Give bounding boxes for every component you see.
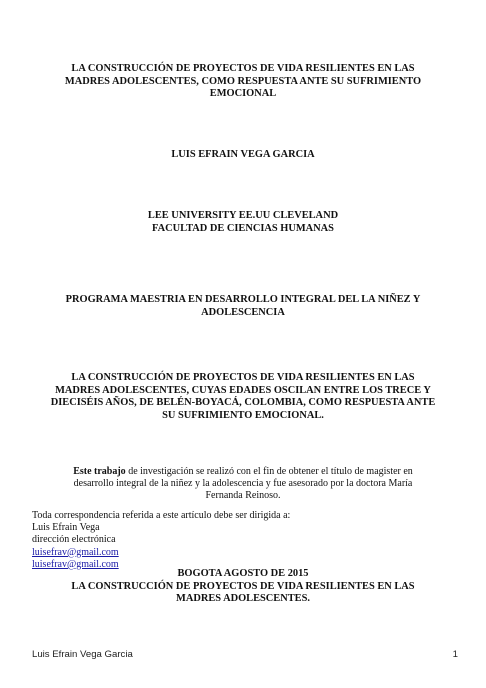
page-number: 1 <box>452 649 458 660</box>
purpose-lead: Este trabajo <box>73 466 126 477</box>
full-title-line: DIECISÉIS AÑOS, DE BELÉN-BOYACÁ, COLOMBIA, COMO RESPUESTA ANTE <box>50 397 436 409</box>
closing-line: BOGOTA AGOSTO DE 2015 <box>177 568 309 579</box>
document-title <box>40 63 446 101</box>
closing-line: LA CONSTRUCCIÓN DE PROYECTOS DE VIDA RESILIENTES EN LAS <box>71 580 415 592</box>
institution-line: FACULTAD DE CIENCIAS HUMANAS <box>152 222 334 234</box>
program-name <box>40 294 446 319</box>
correspondence-intro: Toda correspondencia referida a este artículo debe ser dirigida a: <box>32 510 291 521</box>
purpose-line <box>50 466 436 478</box>
page-footer <box>32 649 458 663</box>
correspondence-block <box>32 510 332 571</box>
program-line: PROGRAMA MAESTRIA EN DESARROLLO INTEGRAL DEL LA NIÑEZ Y <box>65 294 421 305</box>
purpose-text: de investigación se realizó con el fin de obtener el título de magister en <box>125 466 413 477</box>
correspondence-name: Luis Efrain Vega <box>32 522 100 534</box>
full-title <box>40 372 446 422</box>
email-link[interactable]: luisefrav@gmail.com <box>32 558 119 570</box>
author-name: LUIS EFRAIN VEGA GARCIA <box>171 149 315 160</box>
title-line: EMOCIONAL <box>209 88 277 100</box>
closing-line: MADRES ADOLESCENTES. <box>176 593 310 605</box>
institution-line: LEE UNIVERSITY EE.UU CLEVELAND <box>147 210 339 221</box>
footer-author: Luis Efrain Vega Garcia <box>32 649 133 660</box>
full-title-line: MADRES ADOLESCENTES, CUYAS EDADES OSCILAN ENTRE LOS TRECE Y <box>55 384 431 396</box>
full-title-line: LA CONSTRUCCIÓN DE PROYECTOS DE VIDA RESILIENTES EN LAS <box>71 372 415 383</box>
correspondence-label: dirección electrónica <box>32 534 116 546</box>
full-title-line: SU SUFRIMIENTO EMOCIONAL. <box>162 409 324 421</box>
institution <box>40 210 446 235</box>
title-line: MADRES ADOLESCENTES, COMO RESPUESTA ANTE SU SUFRIMIENTO <box>64 75 422 87</box>
program-line: ADOLESCENCIA <box>201 306 285 318</box>
purpose-line: desarrollo integral de la niñez y la adolescencia y fue asesorado por la doctora María <box>73 478 413 490</box>
purpose-line: Fernanda Reinoso. <box>205 490 281 502</box>
title-line: LA CONSTRUCCIÓN DE PROYECTOS DE VIDA RESILIENTES EN LAS <box>71 63 415 74</box>
closing-block <box>40 568 446 606</box>
purpose-statement <box>50 466 436 503</box>
email-link[interactable]: luisefrav@gmail.com <box>32 546 119 558</box>
